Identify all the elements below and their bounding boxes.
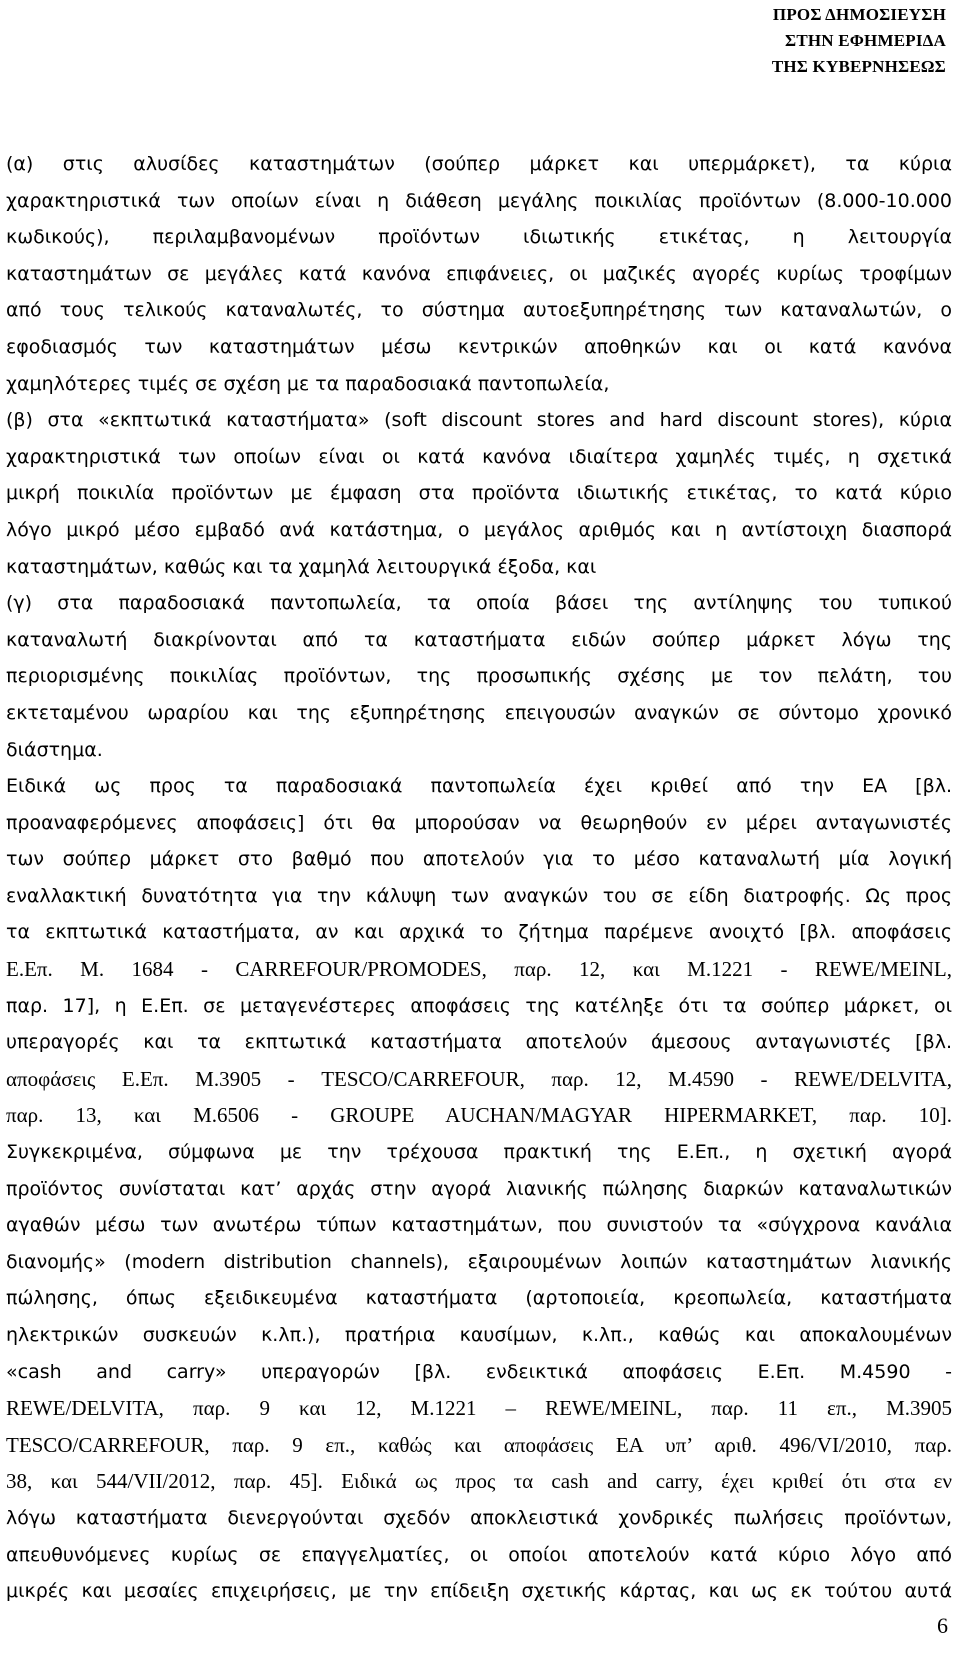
text-line: παρ. 13, και Μ.6506 - GROUPE AUCHAN/MAGYAR HIPERMARKET, παρ. 10]. xyxy=(6,1103,952,1128)
text-line: παρ. 17], η Ε.Επ. σε μεταγενέστερες αποφάσεις της κατέληξε ότι τα σούπερ μάρκετ, οι xyxy=(6,994,952,1017)
text-line: καταστημάτων σε μεγάλες κατά κανόνα επιφάνειες, οι μαζικές αγορές κυρίως τροφίμων xyxy=(6,262,952,285)
text-line: προϊόντος συνίσταται κατ’ αρχάς στην αγορά λιανικής πώλησης διαρκών καταναλωτικών xyxy=(6,1177,952,1200)
text-line: διάστημα. xyxy=(6,738,103,761)
text-line: διανομής» (modern distribution channels), εξαιρουμένων λοιπών καταστημάτων λιανικής xyxy=(6,1250,952,1273)
text-line: κωδικούς), περιλαμβανομένων προϊόντων ιδιωτικής ετικέτας, η λειτουργία xyxy=(6,226,952,249)
text-line: καταστημάτων, καθώς και τα χαμηλά λειτουργικά έξοδα, και xyxy=(6,555,597,578)
header-line-1: ΠΡΟΣ ΔΗΜΟΣΙΕΥΣΗ xyxy=(772,5,946,24)
text-line: τα εκπτωτικά καταστήματα, αν και αρχικά το ζήτημα παρέμενε ανοιχτό [βλ. αποφάσεις xyxy=(6,921,952,944)
text-line: Ε.Επ. Μ. 1684 - CARREFOUR/PROMODES, παρ. 12, και Μ.1221 - REWE/MEINL, xyxy=(6,957,952,982)
text-line: των σούπερ μάρκετ στο βαθμό που αποτελούν για το μέσο καταναλωτή μία λογική xyxy=(6,848,952,871)
text-line: Ειδικά ως προς τα παραδοσιακά παντοπωλεία έχει κριθεί από την ΕΑ [βλ. xyxy=(6,775,952,798)
text-line: εκτεταμένου ωραρίου και της εξυπηρέτησης επειγουσών αναγκών σε σύντομο χρονικό xyxy=(6,701,952,724)
text-line: (α) στις αλυσίδες καταστημάτων (σούπερ μάρκετ και υπερμάρκετ), τα κύρια xyxy=(6,153,952,175)
header-line-3: ΤΗΣ ΚΥΒΕΡΝΗΣΕΩΣ xyxy=(771,57,946,76)
text-line: πώλησης, όπως εξειδικευμένα καταστήματα (αρτοποιεία, κρεοπωλεία, καταστήματα xyxy=(6,1287,952,1310)
text-line: απευθυνόμενες κυρίως σε επαγγελματίες, οι οποίοι αποτελούν κατά κύριο λόγο από xyxy=(6,1543,952,1566)
page-number: 6 xyxy=(937,1613,948,1638)
text-line: μικρή ποικιλία προϊόντων με έμφαση στα προϊόντα ιδιωτικής ετικέτας, το κατά κύριο xyxy=(6,482,952,505)
text-line: λόγο μικρό μέσο εμβαδό ανά κατάστημα, ο μεγάλος αριθμός και η αντίστοιχη διασπορά xyxy=(6,518,952,541)
text-line: χαρακτηριστικά των οποίων είναι οι κατά κανόνα ιδιαίτερα χαμηλές τιμές, η σχετικά xyxy=(6,445,952,468)
text-line: αγαθών μέσω των ανωτέρω τύπων καταστημάτων, που συνιστούν τα «σύγχρονα κανάλια xyxy=(6,1214,952,1237)
text-line: REWE/DELVITA, παρ. 9 και 12, Μ.1221 – REWE/MEINL, παρ. 11 επ., Μ.3905 xyxy=(6,1396,952,1421)
text-line: TESCO/CARREFOUR, παρ. 9 επ., καθώς και αποφάσεις ΕΑ υπ’ αριθ. 496/VI/2010, παρ. xyxy=(6,1432,952,1457)
text-line: υπεραγορές και τα εκπτωτικά καταστήματα αποτελούν άμεσους ανταγωνιστές [βλ. xyxy=(6,1031,952,1054)
text-line: προαναφερόμενες αποφάσεις] ότι θα μπορούσαν να θεωρηθούν εν μέρει ανταγωνιστές xyxy=(6,811,952,834)
text-line: ηλεκτρικών συσκευών κ.λπ.), πρατήρια καυσίμων, κ.λπ., καθώς και αποκαλουμένων xyxy=(6,1324,952,1346)
text-line: καταναλωτή διακρίνονται από τα καταστήματα ειδών σούπερ μάρκετ λόγω της xyxy=(6,628,952,651)
text-line: εφοδιασμός των καταστημάτων μέσω κεντρικών αποθηκών και οι κατά κανόνα xyxy=(6,335,952,358)
text-line: από τους τελικούς καταναλωτές, το σύστημα αυτοεξυπηρέτησης των καταναλωτών, ο xyxy=(6,299,952,322)
publication-header xyxy=(772,2,946,80)
document-body xyxy=(6,146,952,1610)
text-line: μικρές και μεσαίες επιχειρήσεις, με την επίδειξη σχετικής κάρτας, και ως εκ τούτου αυτά xyxy=(6,1580,952,1603)
text-line: περιορισμένης ποικιλίας προϊόντων, της προσωπικής σχέσης με τον πελάτη, του xyxy=(6,665,952,688)
text-line: (γ) στα παραδοσιακά παντοπωλεία, τα οποία βάσει της αντίληψης του τυπικού xyxy=(6,592,952,615)
text-line: χαρακτηριστικά των οποίων είναι η διάθεση μεγάλης ποικιλίας προϊόντων (8.000-10.000 xyxy=(6,189,952,212)
text-line: εναλλακτική δυνατότητα για την κάλυψη των αναγκών του σε είδη διατροφής. Ως προς xyxy=(6,884,952,907)
text-line: (β) στα «εκπτωτικά καταστήματα» (soft discount stores and hard discount stores), κύρια xyxy=(6,409,952,432)
text-line: 38, και 544/VII/2012, παρ. 45]. Ειδικά ως προς τα cash and carry, έχει κριθεί ότι στα εν xyxy=(6,1469,952,1494)
text-line: «cash and carry» υπεραγορών [βλ. ενδεικτικά αποφάσεις Ε.Επ. Μ.4590 - xyxy=(6,1360,952,1383)
text-line: χαμηλότερες τιμές σε σχέση με τα παραδοσιακά παντοπωλεία, xyxy=(6,372,610,395)
text-line: Συγκεκριμένα, σύμφωνα με την τρέχουσα πρακτική της Ε.Επ., η σχετική αγορά xyxy=(6,1141,952,1164)
text-line: λόγω καταστήματα διενεργούνται σχεδόν αποκλειστικά χονδρικές πωλήσεις προϊόντων, xyxy=(6,1506,952,1529)
text-line: αποφάσεις Ε.Επ. Μ.3905 - TESCO/CARREFOUR, παρ. 12, Μ.4590 - REWE/DELVITA, xyxy=(6,1066,952,1091)
header-line-2: ΣΤΗΝ ΕΦΗΜΕΡΙΔΑ xyxy=(785,31,946,50)
